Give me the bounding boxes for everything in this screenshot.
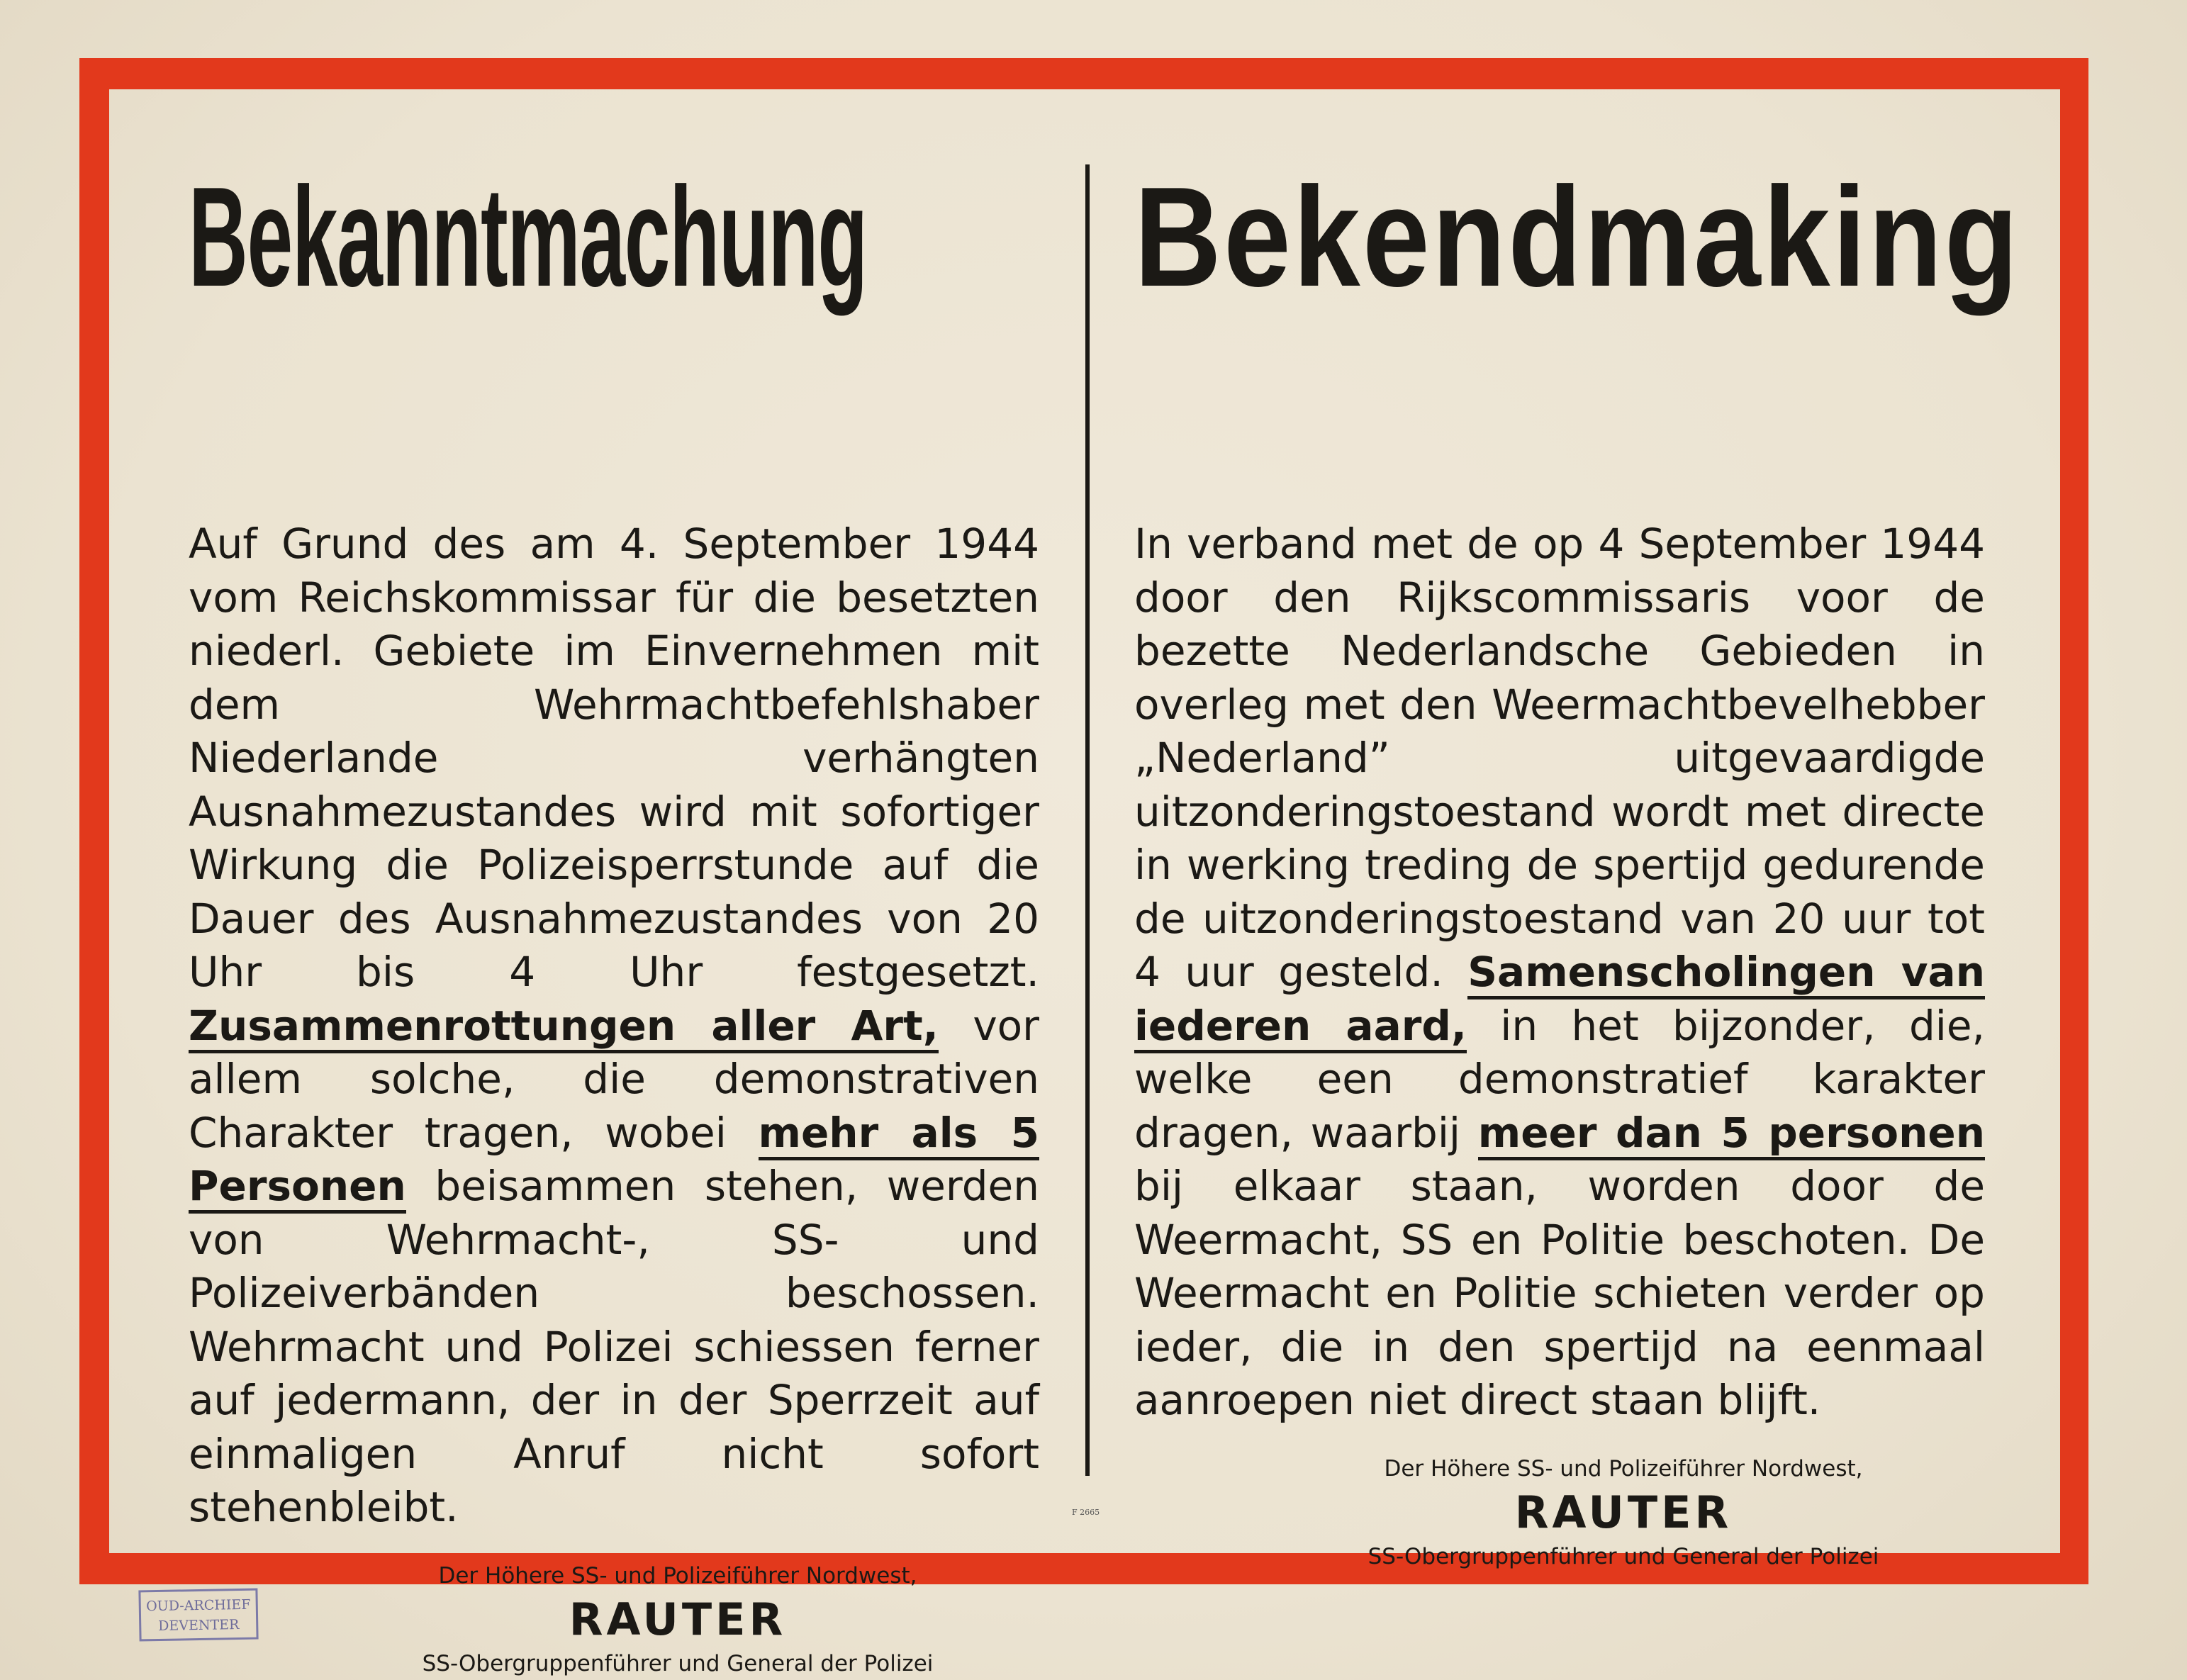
archive-stamp <box>138 1589 258 1642</box>
dutch-signature <box>1134 1453 1985 1572</box>
german-signature <box>189 1560 1039 1679</box>
dutch-signature-title: Der Höhere SS- und Polizeiführer Nordwest, <box>1384 1455 1863 1482</box>
german-signature-title: Der Höhere SS- und Polizeiführer Nordwest, <box>438 1562 917 1589</box>
column-divider <box>1085 164 1090 1476</box>
dutch-headline: Bekendmaking <box>1134 158 2021 316</box>
german-signature-name: RAUTER <box>569 1593 787 1645</box>
dutch-body-part-1: In verband met de op 4 September 1944 door den Rijkscommissaris voor de bezette Nederlandsche Gebieden in overleg met den Weermachtbevelhebber „Nederland” uitgevaardigde uitzonderingstoestand wordt met directe in werking treding de spertijd gedurende de uitzonderingstoestand van 20 uur tot 4 uur gesteld. <box>1134 520 1985 996</box>
german-emphasis-persons: mehr als 5 Personen <box>189 1109 1039 1214</box>
dutch-emphasis-persons: meer dan 5 personen <box>1478 1109 1985 1160</box>
dutch-body <box>1134 517 1985 1428</box>
dutch-column <box>1134 149 2021 1572</box>
german-body-part-1: Auf Grund des am 4. September 1944 vom Reichskommissar für die besetzten niederl. Gebiete im Einvernehmen mit dem Wehrmachtbefehlshaber Niederlande verhängten Ausnahmezustandes wird mit sofortiger Wirkung die Polizeisperrstunde auf die Dauer des Ausnahmezustandes von 20 Uhr bis 4 Uhr festgesetzt. <box>189 520 1039 996</box>
german-signature-rank: SS-Obergruppenführer und General der Polizei <box>422 1650 934 1676</box>
german-body-part-2: vor allem solche, die demonstrativen Charakter tragen, wobei <box>189 1001 1039 1157</box>
german-body-part-3: beisammen stehen, werden von Wehrmacht-, SS- und Polizeiverbänden beschossen. Wehrmacht und Polizei schiessen ferner auf jedermann, der in der Sperrzeit auf einmaligen Anruf nicht sofort stehenbleibt. <box>189 1162 1039 1531</box>
archive-stamp-line-1: OUD-ARCHIEF <box>145 1596 251 1615</box>
german-headline: Bekanntmachung <box>189 158 868 316</box>
print-mark: F 2665 <box>1072 1508 1100 1517</box>
dutch-signature-rank: SS-Obergruppenführer und General der Polizei <box>1367 1543 1879 1569</box>
german-body <box>189 517 1039 1535</box>
archive-stamp-line-2: DEVENTER <box>157 1617 240 1634</box>
dutch-body-part-3: bij elkaar staan, worden door de Weermacht, SS en Politie beschoten. De Weermacht en Politie schieten verder op ieder, die in den spertijd na eenmaal aanroepen niet direct staan blijft. <box>1134 1162 1985 1424</box>
dutch-body-part-2: in het bijzonder, die, welke een demonstratief karakter dragen, waarbij <box>1134 1001 1985 1157</box>
dutch-emphasis-gatherings: Samenscholingen van iederen aard, <box>1134 948 1985 1053</box>
german-column <box>189 149 1039 1679</box>
german-emphasis-gatherings: Zusammenrottungen aller Art, <box>189 1002 939 1053</box>
dutch-signature-name: RAUTER <box>1514 1486 1733 1538</box>
